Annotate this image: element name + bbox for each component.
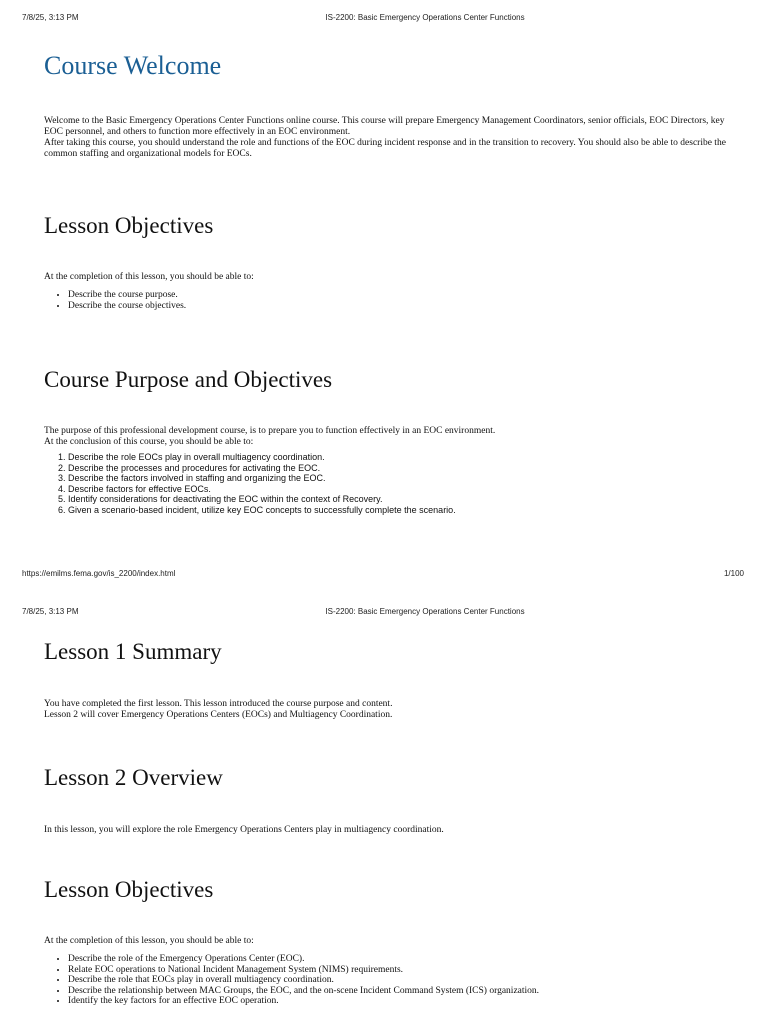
lesson2-overview-heading: Lesson 2 Overview — [44, 765, 223, 790]
list-item: 3. Describe the factors involved in staffing and organizing the EOC. — [68, 473, 734, 484]
print-timestamp: 7/8/25, 3:13 PM — [22, 13, 79, 22]
list-item: • Relate EOC operations to National Incident Management System (NIMS) requirements. — [68, 965, 734, 976]
list-item: 2. Describe the processes and procedures for activating the EOC. — [68, 463, 734, 474]
list-item: 1. Describe the role EOCs play in overall multiagency coordination. — [68, 452, 734, 463]
course-purpose-section — [44, 366, 734, 394]
course-purpose-body — [44, 426, 734, 515]
list-item: 5. Identify considerations for deactivating the EOC within the context of Recovery. — [68, 494, 734, 505]
course-welcome-body — [44, 116, 734, 160]
course-welcome-paragraph-2: After taking this course, you should understand the role and functions of the EOC during incident response and in the transition to recovery. You should also be able to describe the common staffing and organizational models for EOCs. — [44, 138, 726, 159]
course-purpose-paragraph-1: The purpose of this professional development course, is to prepare you to function effectively in an EOC environment. — [44, 426, 496, 436]
print-header — [0, 11, 768, 25]
list-item: 6. Given a scenario-based incident, utilize key EOC concepts to successfully complete the scenario. — [68, 505, 734, 516]
list-item: 4. Describe factors for effective EOCs. — [68, 484, 734, 495]
lesson2-objectives-body — [44, 936, 734, 1007]
print-footer — [0, 567, 768, 581]
lesson1-summary-heading: Lesson 1 Summary — [44, 639, 222, 664]
lesson2-objectives-heading: Lesson Objectives — [44, 877, 214, 902]
lesson-objectives-list — [44, 290, 734, 311]
print-url: https://emilms.fema.gov/is_2200/index.html — [22, 569, 176, 578]
print-page-number: 1/100 — [723, 569, 744, 578]
lesson-objectives-section — [44, 212, 734, 240]
course-purpose-heading: Course Purpose and Objectives — [44, 367, 333, 392]
course-welcome-heading: Course Welcome — [44, 51, 222, 80]
list-item: • Describe the course objectives. — [68, 301, 734, 312]
list-item: • Describe the role of the Emergency Operations Center (EOC). — [68, 954, 734, 965]
course-objectives-list — [44, 452, 734, 515]
lesson2-overview-section — [44, 764, 734, 792]
list-item: • Describe the course purpose. — [68, 290, 734, 301]
course-purpose-paragraph-2: At the conclusion of this course, you should be able to: — [44, 437, 254, 447]
lesson2-objectives-list — [44, 954, 734, 1007]
lesson1-summary-section — [44, 638, 734, 666]
lesson2-overview-paragraph: In this lesson, you will explore the role Emergency Operations Centers play in multiagency coordination. — [44, 825, 444, 835]
print-document-title: IS-2200: Basic Emergency Operations Center Functions — [325, 13, 525, 22]
course-welcome-section — [44, 51, 734, 81]
lesson1-summary-body — [44, 699, 734, 721]
list-item: • Identify the key factors for an effective EOC operation. — [68, 996, 734, 1007]
lesson2-objectives-section — [44, 876, 734, 904]
list-item: • Describe the relationship between MAC Groups, the EOC, and the on-scene Incident Command System (ICS) organization. — [68, 986, 734, 997]
lesson1-summary-paragraph-1: You have completed the first lesson. This lesson introduced the course purpose and content. — [44, 699, 393, 709]
lesson2-overview-body — [44, 825, 734, 836]
lesson-objectives-body — [44, 272, 734, 311]
list-item: • Describe the role that EOCs play in overall multiagency coordination. — [68, 975, 734, 986]
print-timestamp: 7/8/25, 3:13 PM — [22, 607, 79, 616]
course-welcome-paragraph-1: Welcome to the Basic Emergency Operations Center Functions online course. This course will prepare Emergency Management Coordinators, senior officials, EOC Directors, key EOC personnel, and others to function more effectively in an EOC environment. — [44, 116, 725, 137]
lesson1-summary-paragraph-2: Lesson 2 will cover Emergency Operations Centers (EOCs) and Multiagency Coordination. — [44, 710, 393, 720]
print-header — [0, 605, 768, 619]
lesson2-objectives-intro: At the completion of this lesson, you should be able to: — [44, 936, 254, 946]
lesson-objectives-intro: At the completion of this lesson, you should be able to: — [44, 272, 254, 282]
lesson-objectives-heading: Lesson Objectives — [44, 213, 214, 238]
print-document-title: IS-2200: Basic Emergency Operations Center Functions — [325, 607, 525, 616]
